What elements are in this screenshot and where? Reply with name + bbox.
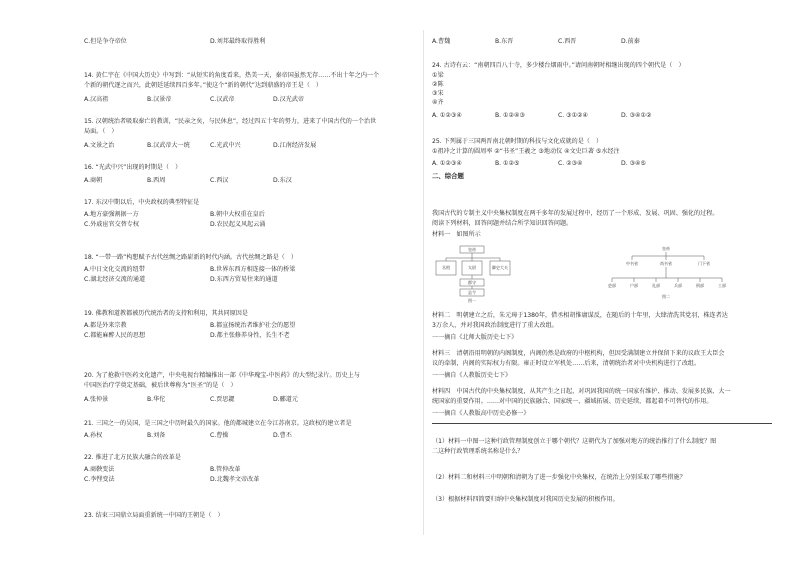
option-c: C. ③①②④ (558, 112, 588, 119)
option-b: B.都宣扬统治者维护社会的愿望 (210, 322, 296, 329)
q21-stem: 21. 三国之一的吴国，是三国之中历时最久的国家。他的都城建立在今江苏南京。这政权的建立者是 (84, 420, 352, 427)
option-d: D.前秦 (621, 38, 640, 45)
fig2-top: 皇帝 (662, 246, 670, 251)
fig1-mid-1: 丞相 (442, 265, 450, 270)
option-c: C. ②③④ (558, 160, 583, 167)
option-d: D. ③④⑤ (621, 160, 646, 167)
q14-stem-1: 14. 黄仁宇在《中国大历史》中写到：“从短实的角度看来，热美一天，秦帝国虽然无存……不出十年之内一个 (84, 72, 380, 79)
fig2-bottom-4: 兵部 (674, 283, 682, 288)
sub-question-3: （3）根据材料四简要归纳中央集权制度对我国历史发展的积极作用。 (432, 496, 619, 503)
material-3-line-1: 材料三 清朝沿用明朝的内阁制度，内阁仍然是政府的中枢机构，但因受满制建立并保留下来的议政王大臣会 (432, 350, 725, 357)
option-d: D.江南经济发展 (273, 142, 317, 149)
option-d: D.东西方贸易往来的通道 (210, 276, 278, 283)
option-c: C.李悝变法 (84, 476, 115, 483)
material-3-source: 一一摘自《人教版历史七下》 (432, 372, 512, 379)
option-d: D.刘邦最终取得胜利 (210, 38, 266, 45)
option-d: D.郦道元 (273, 396, 298, 403)
fig1-caption: 图一 (468, 298, 476, 303)
option-d: D.东汉 (273, 177, 292, 184)
option-a: A.都是外来宗教 (84, 322, 127, 329)
option-d: D. ③④①② (621, 112, 652, 119)
fig1-mid-2: 太尉 (468, 265, 476, 270)
q20-stem-1: 20. 为了抢救中医药文化遗产，中央电视台精编推出一部《中华瑰宝-中医药》的大型纪录片。历史上与 (84, 372, 360, 379)
fig2-mid-3: 门下省 (698, 261, 710, 266)
q15-stem-2: 局面。（ ） (84, 128, 118, 135)
fig1-top: 皇帝 (468, 247, 476, 252)
sub-question-1-line-1: （1）材料一中图一这种行政管理制度创立于哪个朝代？这朝代为了加强对地方的统治推行了什么制度？图 (432, 438, 717, 445)
material-1-label: 材料一 如图所示 (432, 231, 481, 238)
material-2-source: 一一摘自《北师大版历史七下》 (432, 334, 518, 341)
option-a: A.地方豪强割据一方 (84, 211, 139, 218)
option-b: B.东晋 (495, 38, 514, 45)
option-a: A. ①②③④ (432, 160, 462, 167)
section-title: 二、综合题 (432, 172, 464, 180)
option-b: B.世界东西方相连接一体的桥梁 (210, 266, 296, 273)
q24-item-2: ②陈 (432, 81, 444, 88)
option-b: B.汉武帝大一统 (147, 142, 190, 149)
option-d: D.农民起义风起云涌 (210, 221, 266, 228)
q16-stem: 16. “光武中兴”出现的时期是（ ） (84, 164, 182, 171)
option-a: A.中日文化交流的纽带 (84, 266, 145, 273)
q24-item-3: ③宋 (432, 90, 444, 97)
material-4-line-2: 统国家的重要作用。……对中国的民族融合、国家统一、疆域拓展、历史延续，都起着不可替代的作用。 (432, 398, 713, 405)
option-c: C.汉武帝 (210, 96, 235, 103)
material-3-line-2: 议的牵制，内阁的实际权力有限。雍正时设立军机处……后来，清朝统治者对中央机构进行了改组。 (432, 360, 701, 367)
option-b: B. ①②④③ (495, 112, 525, 119)
option-a: A.商鞅变法 (84, 466, 115, 473)
option-b: B.西周 (147, 177, 166, 184)
q25-stem: 25. 下列属于三国两晋南北朝时期的科技与文化成就的是（ ） (432, 138, 603, 145)
sub-question-1-line-2: 二这种行政管理系统名称是什么？ (432, 448, 524, 455)
option-c: C.光武中兴 (210, 142, 241, 149)
fig2-bottom-1: 吏部 (608, 283, 616, 288)
option-d: D.汉光武帝 (273, 96, 305, 103)
material-4-source: 一一摘自《人教版高中历史必修一》 (432, 410, 530, 417)
option-c: C.西汉 (210, 177, 229, 184)
option-d: D.曹丕 (273, 432, 292, 439)
option-c: C.曹操 (210, 432, 229, 439)
option-c: C.西晋 (558, 38, 577, 45)
option-b: B.汉景帝 (147, 96, 172, 103)
material-4-line-1: 材料四 中国古代的中央集权制度，从其产生之日起，对巩固我国的统一国家有维护、推动、发展多民族、大一 (432, 388, 731, 395)
q25-items: ①祖冲之计算的圆周率 ②“书圣”王羲之 ③地动仪 ④文史巨著 ⑤水经注 (432, 148, 620, 155)
option-a: A.汉高祖 (84, 96, 109, 103)
q20-stem-2: 中国医治疗学奠定基础，被后世尊称为“医圣”的是（ ） (84, 382, 237, 389)
administration-diagram (434, 244, 782, 304)
option-c: C.贾思勰 (210, 396, 235, 403)
option-b: B.刘备 (147, 432, 166, 439)
intro-line-2: 阅读下列材料，回答问题并结合所学知识回答问题。 (432, 220, 573, 227)
option-a: A. ①②③④ (432, 112, 462, 119)
figure-1 (436, 246, 510, 303)
fig2-bottom-2: 户部 (630, 283, 638, 288)
option-a: A.商朝 (84, 177, 103, 184)
fig2-bottom-5: 刑部 (696, 283, 704, 288)
q22-stem: 22. 推进了北方民族大融合的改革是 (84, 454, 181, 461)
option-c: C.外戚宦官交替专权 (84, 221, 139, 228)
option-a: A.张仲景 (84, 396, 109, 403)
option-a: A.孙权 (84, 432, 103, 439)
material-2-line-2: 3万余人，并对我国政治制度进行了重大改组。 (432, 322, 558, 329)
q15-stem-1: 15. 汉朝统治者吸取秦亡的教训，“民亲之矣，与民休息”，经过四五十年的努力，进来了中国古代的一个治世 (84, 118, 377, 125)
fig2-mid-2: 尚书省 (660, 261, 672, 266)
q18-stem: 18. “一带一路”构想赋予古代丝绸之路崭新的时代内涵。古代丝绸之路是（ ） (84, 254, 297, 261)
fig2-bottom-3: 礼部 (652, 283, 660, 288)
q24-stem: 24. 古诗有云：“南朝四百八十寺，多少楼台烟雨中。”请问南朝时相继出现的四个朝代是（ ） (432, 62, 685, 69)
fig2-bottom-6: 工部 (718, 283, 726, 288)
option-d: D.北魏孝文帝改革 (210, 476, 260, 483)
q24-item-4: ④齐 (432, 99, 444, 106)
sub-question-2: （2）材料二和材料三中明朝和清朝为了进一步强化中央集权，在统治上分别采取了哪些措施？ (432, 474, 686, 481)
option-c: C.都能麻醉人民的思想 (84, 332, 146, 339)
option-b: B.华佗 (147, 396, 166, 403)
option-b: B.朝中大权重在皇后 (210, 211, 265, 218)
material-2-line-1: 材料二 明朝建立之后，朱元璋于1380年，借丞相胡惟庸谋反，在随后的十年里，大肆清洗其党羽，株连者达 (432, 312, 728, 319)
option-c: C.湖北经济交流的通道 (84, 276, 146, 283)
left-column (84, 0, 444, 562)
intro-line-1: 我国古代的专制主义中央集权制度在两千多年的发展过程中，经历了一个形成、发展、巩固、强化的过程。 (432, 210, 719, 217)
option-a: A.曹魏 (432, 38, 451, 45)
option-c: C.但是争夺帝位 (84, 38, 127, 45)
option-d: D.都主张修养身性，长生不老 (210, 332, 290, 339)
option-a: A.文景之治 (84, 142, 115, 149)
q19-stem: 19. 佛教和道教都被历代统治者的支持和利用，其共同原因是 (84, 310, 248, 317)
separator-line (432, 423, 772, 424)
fig2-caption: 图二 (662, 294, 670, 299)
q14-stem-2: 个新的朝代逐之而兴，此朝廷延续四百多年。”使这个“新的朝代”达到鼎盛的帝王是（ ） (84, 82, 322, 89)
fig1-bottom-1: 郡守 (468, 280, 476, 285)
option-b: B. ①②⑤ (495, 160, 520, 167)
fig1-bottom-2: 县令 (468, 290, 476, 295)
fig1-mid-3: 御史大夫 (492, 265, 508, 270)
q24-item-1: ①梁 (432, 72, 444, 79)
right-column (432, 0, 792, 562)
figure-2 (608, 245, 726, 299)
q17-stem: 17. 东汉中期以后，中央政权的典型特征是 (84, 199, 200, 206)
option-b: B.管仲改革 (210, 466, 241, 473)
q23-stem: 23. 结束三国鼎立局面重新统一中国的王朝是（ ） (84, 512, 224, 519)
fig2-mid-1: 中书省 (626, 261, 638, 266)
